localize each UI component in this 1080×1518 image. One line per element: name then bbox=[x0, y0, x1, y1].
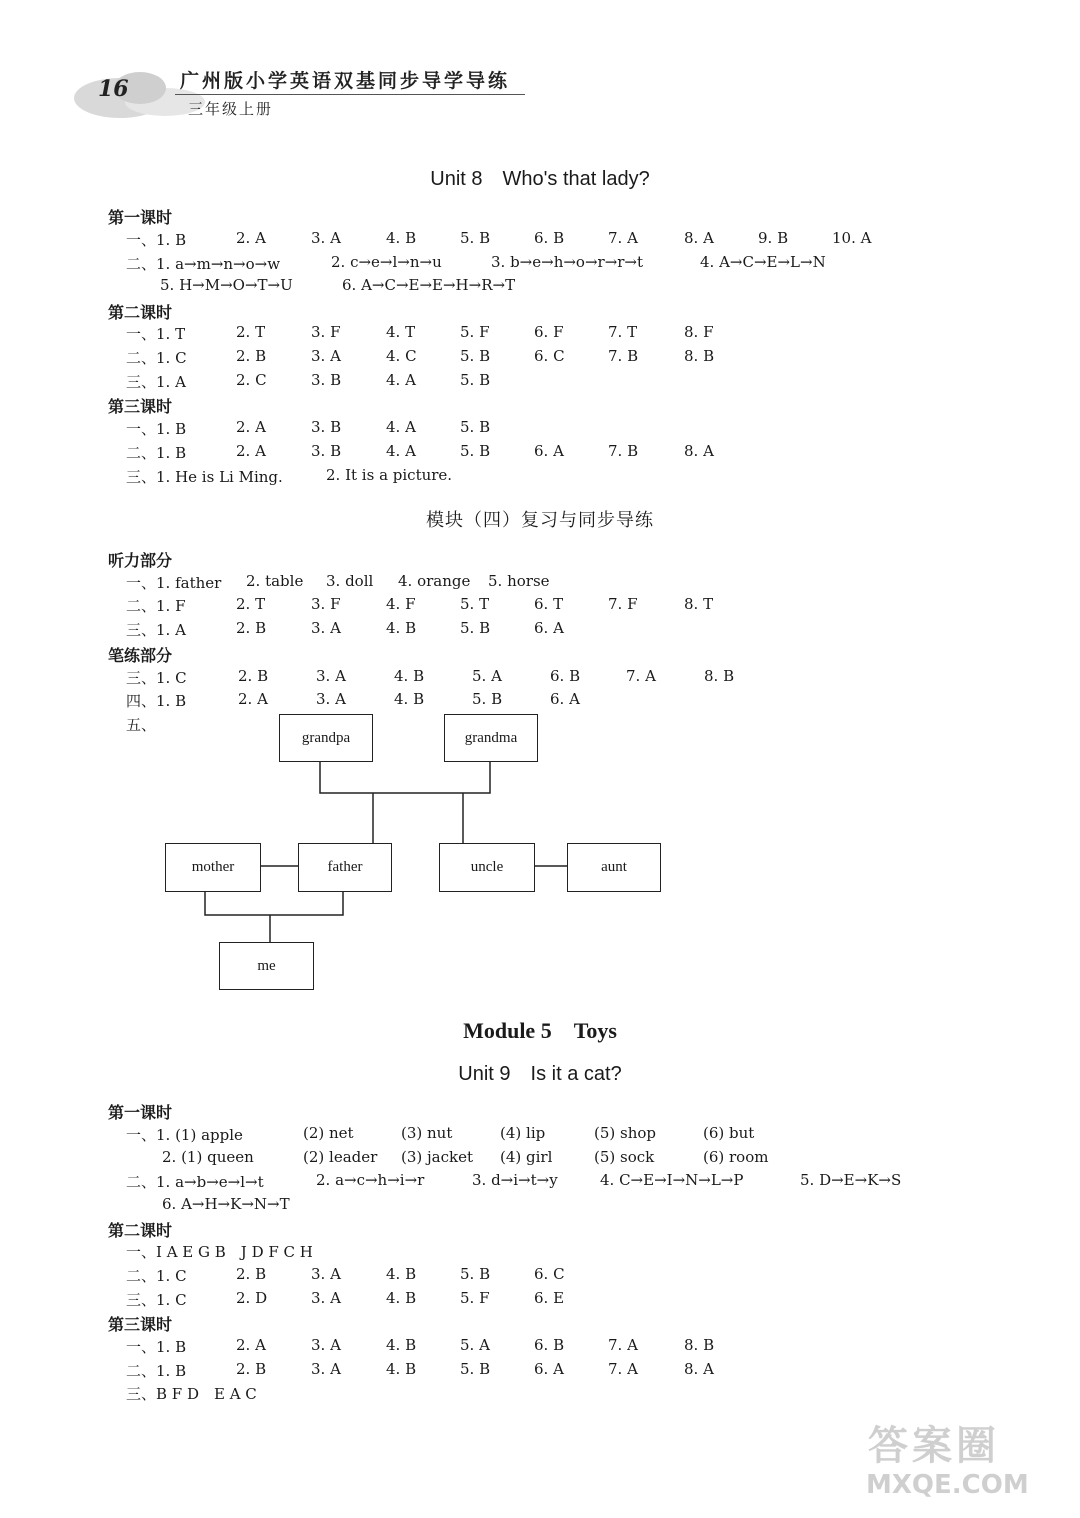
section-heading: 听力部分 bbox=[108, 551, 173, 570]
tree-node-grandma: grandma bbox=[444, 714, 538, 762]
page-number: 16 bbox=[98, 76, 129, 102]
tree-node-aunt: aunt bbox=[567, 843, 661, 892]
section-heading: 第二课时 bbox=[108, 1221, 173, 1240]
tree-node-me: me bbox=[219, 942, 314, 990]
watermark-logo: 答案圈 MXQE.COM bbox=[866, 1423, 1029, 1500]
section-heading: 第三课时 bbox=[108, 1315, 173, 1334]
section-heading: 第三课时 bbox=[108, 397, 173, 416]
section-heading: 笔练部分 bbox=[108, 646, 173, 665]
tree-node-mother: mother bbox=[165, 843, 261, 892]
tree-node-father: father bbox=[298, 843, 392, 892]
unit8-title: Unit 8 Who's that lady? bbox=[430, 168, 650, 190]
tree-node-grandpa: grandpa bbox=[279, 714, 373, 762]
unit9-title: Unit 9 Is it a cat? bbox=[458, 1063, 622, 1085]
header-divider bbox=[175, 94, 525, 95]
module5-title: Module 5 Toys bbox=[463, 1018, 617, 1043]
book-subtitle: 三年级上册 bbox=[188, 100, 274, 118]
review-title: 模块（四）复习与同步导练 bbox=[426, 510, 654, 531]
book-title: 广州版小学英语双基同步导学导练 bbox=[180, 70, 511, 92]
section-heading: 第一课时 bbox=[108, 208, 173, 227]
tree-node-uncle: uncle bbox=[439, 843, 535, 892]
section-heading: 第一课时 bbox=[108, 1103, 173, 1122]
section-heading: 第二课时 bbox=[108, 303, 173, 322]
page-header bbox=[70, 58, 530, 120]
